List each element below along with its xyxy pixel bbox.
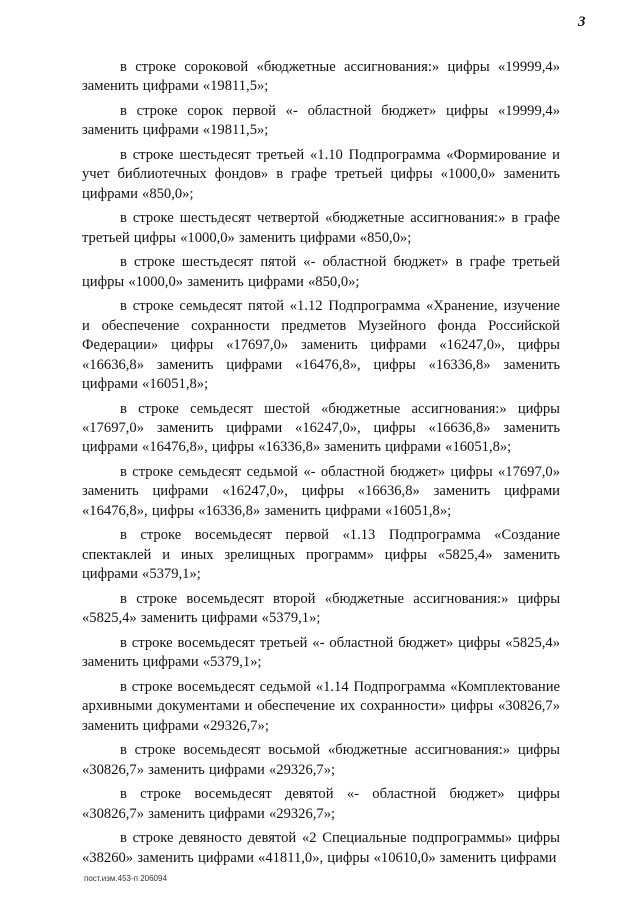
paragraph-7: в строке семьдесят шестой «бюджетные ассигнования:» цифры «17697,0» заменить цифрами «16247,0», цифры «16636,8» заменить цифрами «16476,8», цифры «16336,8» заменить цифрами «16051,8»;	[82, 400, 560, 456]
paragraph-13: в строке восемьдесят восьмой «бюджетные ассигнования:» цифры «30826,7» заменить цифрами «29326,7»;	[82, 742, 560, 778]
paragraph-6: в строке семьдесят пятой «1.12 Подпрограмма «Хранение, изучение и обеспечение сохранности предметов Музейного фонда Российской Федерации» цифры «17697,0» заменить цифрами «16247,0», цифры «16636,8» заменить цифрами «16476,8», цифры «16336,8» заменить цифрами «16051,8»;	[82, 298, 560, 393]
paragraph-1: в строке сороковой «бюджетные ассигнования:» цифры «19999,4» заменить цифрами «19811,5»;	[82, 59, 560, 95]
paragraph-10: в строке восемьдесят второй «бюджетные ассигнования:» цифры «5825,4» заменить цифрами «5379,1»;	[82, 590, 560, 627]
paragraph-14: в строке восемьдесят девятой «- областной бюджет» цифры «30826,7» заменить цифрами «29326,7»;	[82, 786, 560, 822]
paragraph-11: в строке восемьдесят третьей «- областной бюджет» цифры «5825,4» заменить цифрами «5379,1»;	[82, 634, 560, 671]
paragraph-3: в строке шестьдесят третьей «1.10 Подпрограмма «Формирование и учет библиотечных фондов» в графе третьей цифры «1000,0» заменить цифрами «850,0»;	[82, 147, 560, 202]
footer-code: пост.изм.453-п 206094	[84, 874, 167, 883]
page-number: 3	[578, 14, 586, 30]
paragraph-15: в строке девяносто девятой «2 Специальные подпрограммы» цифры «38260» заменить цифрами «41811,0», цифры «10610,0» заменить цифрами	[82, 830, 560, 866]
paragraph-9: в строке восемьдесят первой «1.13 Подпрограмма «Создание спектаклей и иных зрелищных программ» цифры «5825,4» заменить цифрами «5379,1»;	[82, 527, 560, 583]
document-body	[82, 58, 560, 873]
paragraph-4: в строке шестьдесят четвертой «бюджетные ассигнования:» в графе третьей цифры «1000,0» заменить цифрами «850,0»;	[82, 210, 560, 246]
paragraph-12: в строке восемьдесят седьмой «1.14 Подпрограмма «Комплектование архивными документами и обеспечение их сохранности» цифры «30826,7» заменить цифрами «29326,7»;	[82, 678, 560, 734]
paragraph-2: в строке сорок первой «- областной бюджет» цифры «19999,4» заменить цифрами «19811,5»;	[82, 103, 560, 139]
paragraph-8: в строке семьдесят седьмой «- областной бюджет» цифры «17697,0» заменить цифрами «16247,0», цифры «16636,8» заменить цифрами «16476,8», цифры «16336,8» заменить цифрами «16051,8»;	[82, 464, 560, 519]
paragraph-5: в строке шестьдесят пятой «- областной бюджет» в графе третьей цифры «1000,0» заменить цифрами «850,0»;	[82, 254, 560, 290]
